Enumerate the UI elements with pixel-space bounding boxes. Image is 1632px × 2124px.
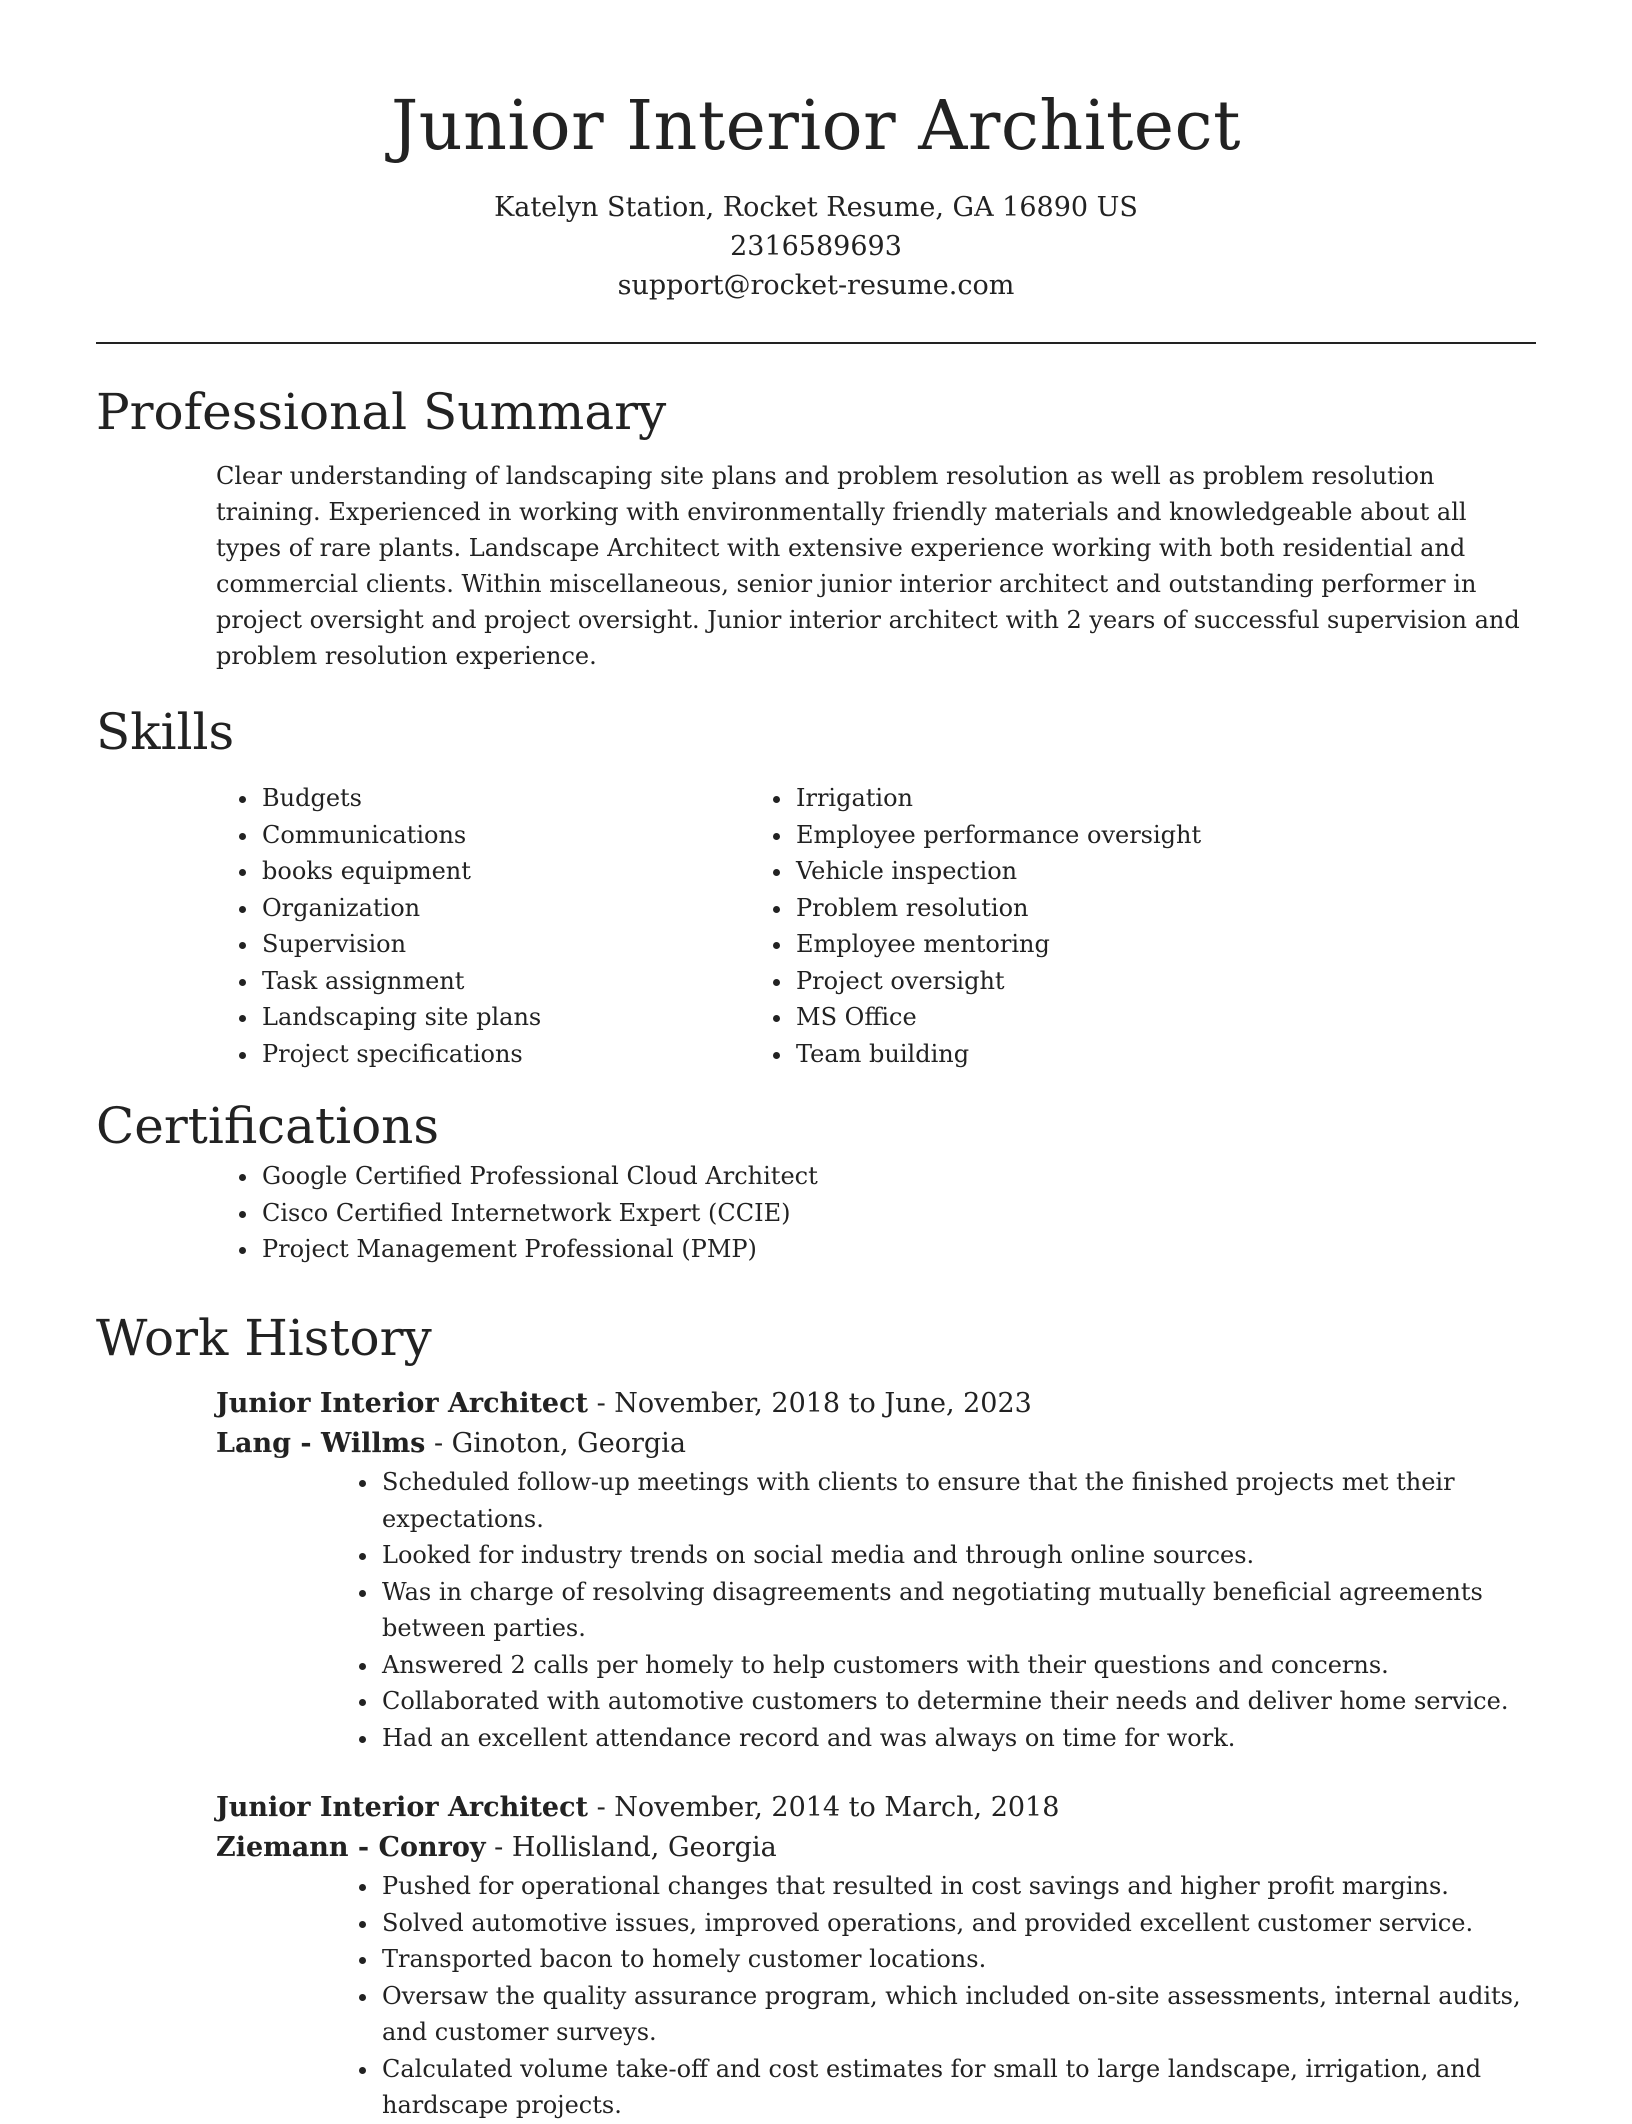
header-divider [96, 342, 1536, 344]
skills-list-right [746, 780, 1494, 1072]
list-item: • Organization [260, 890, 746, 927]
job-company-line [216, 1424, 1536, 1464]
job-location: - Hollisland, Georgia [485, 1832, 777, 1863]
job-company: Ziemann - Conroy [216, 1832, 486, 1863]
list-item: • Was in charge of resolving disagreements and negotiating mutually beneficial agreements between parties. [380, 1574, 1536, 1647]
list-item: • Calculated volume take-off and cost estimates for small to large landscape, irrigation, and hardscape projects. [380, 2051, 1536, 2124]
list-item: • Task assignment [260, 963, 746, 1000]
certifications-heading: Certifications [96, 1097, 440, 1155]
list-item: • Google Certified Professional Cloud Architect [260, 1158, 1536, 1195]
skills-heading: Skills [96, 703, 235, 761]
list-item: • books equipment [260, 853, 746, 890]
skills-section [96, 700, 1536, 1072]
job-duties-list [216, 1464, 1536, 1756]
job-company-line [216, 1828, 1536, 1868]
job-duties-list [216, 1868, 1536, 2124]
email: support@rocket-resume.com [617, 270, 1015, 301]
list-item: • Team building [794, 1036, 1494, 1073]
work-history-heading: Work History [96, 1309, 432, 1367]
job-role: Junior Interior Architect [216, 1388, 589, 1419]
work-history-section [96, 1306, 1536, 2124]
list-item: • Landscaping site plans [260, 999, 746, 1036]
summary-text: Clear understanding of landscaping site plans and problem resolution as well as problem resolution training. Experienced in working with environmentally friendly materials and knowledgeable about all types of rare plants. Landscape Architect with extensive experience working with both residential and commercial clients. Within miscellaneous, senior junior interior architect and outstanding performer in project oversight and project oversight. Junior interior architect with 2 years of successful supervision and problem resolution experience. [216, 462, 1520, 670]
summary-heading: Professional Summary [96, 383, 667, 441]
contact-info [0, 188, 1632, 305]
skills-list-left [96, 780, 746, 1072]
job-title-line [216, 1788, 1536, 1828]
job-role: Junior Interior Architect [216, 1792, 589, 1823]
list-item: • Problem resolution [794, 890, 1494, 927]
list-item: • Employee mentoring [794, 926, 1494, 963]
list-item: • MS Office [794, 999, 1494, 1036]
address: Katelyn Station, Rocket Resume, GA 16890 US [494, 192, 1138, 223]
list-item: • Solved automotive issues, improved operations, and provided excellent customer service. [380, 1905, 1536, 1942]
list-item: • Supervision [260, 926, 746, 963]
list-item: • Project oversight [794, 963, 1494, 1000]
phone: 2316589693 [730, 231, 902, 262]
list-item: • Answered 2 calls per homely to help customers with their questions and concerns. [380, 1647, 1536, 1684]
certifications-list [96, 1158, 1536, 1268]
job-dates: - November, 2014 to March, 2018 [588, 1792, 1060, 1823]
list-item: • Oversaw the quality assurance program, which included on-site assessments, internal audits, and customer surveys. [380, 1978, 1536, 2051]
resume-header [0, 80, 1632, 305]
job-entry [216, 1384, 1536, 1756]
list-item: • Cisco Certified Internetwork Expert (CCIE) [260, 1195, 1536, 1232]
list-item: • Looked for industry trends on social media and through online sources. [380, 1537, 1536, 1574]
list-item: • Communications [260, 817, 746, 854]
certifications-section [96, 1094, 1536, 1268]
list-item: • Collaborated with automotive customers to determine their needs and deliver home service. [380, 1683, 1536, 1720]
list-item: • Transported bacon to homely customer locations. [380, 1941, 1536, 1978]
list-item: • Pushed for operational changes that resulted in cost savings and higher profit margins. [380, 1868, 1536, 1905]
list-item: • Vehicle inspection [794, 853, 1494, 890]
list-item: • Budgets [260, 780, 746, 817]
job-title-line [216, 1384, 1536, 1424]
job-entry [216, 1788, 1536, 2124]
list-item: • Project specifications [260, 1036, 746, 1073]
summary-section [96, 380, 1536, 674]
candidate-name: Junior Interior Architect [391, 87, 1241, 166]
list-item: • Had an excellent attendance record and was always on time for work. [380, 1720, 1536, 1757]
list-item: • Scheduled follow-up meetings with clients to ensure that the finished projects met their expectations. [380, 1464, 1536, 1537]
job-location: - Ginoton, Georgia [425, 1428, 686, 1459]
list-item: • Project Management Professional (PMP) [260, 1231, 1536, 1268]
list-item: • Irrigation [794, 780, 1494, 817]
job-dates: - November, 2018 to June, 2023 [588, 1388, 1032, 1419]
list-item: • Employee performance oversight [794, 817, 1494, 854]
skills-columns [96, 780, 1536, 1072]
job-company: Lang - Willms [216, 1428, 426, 1459]
